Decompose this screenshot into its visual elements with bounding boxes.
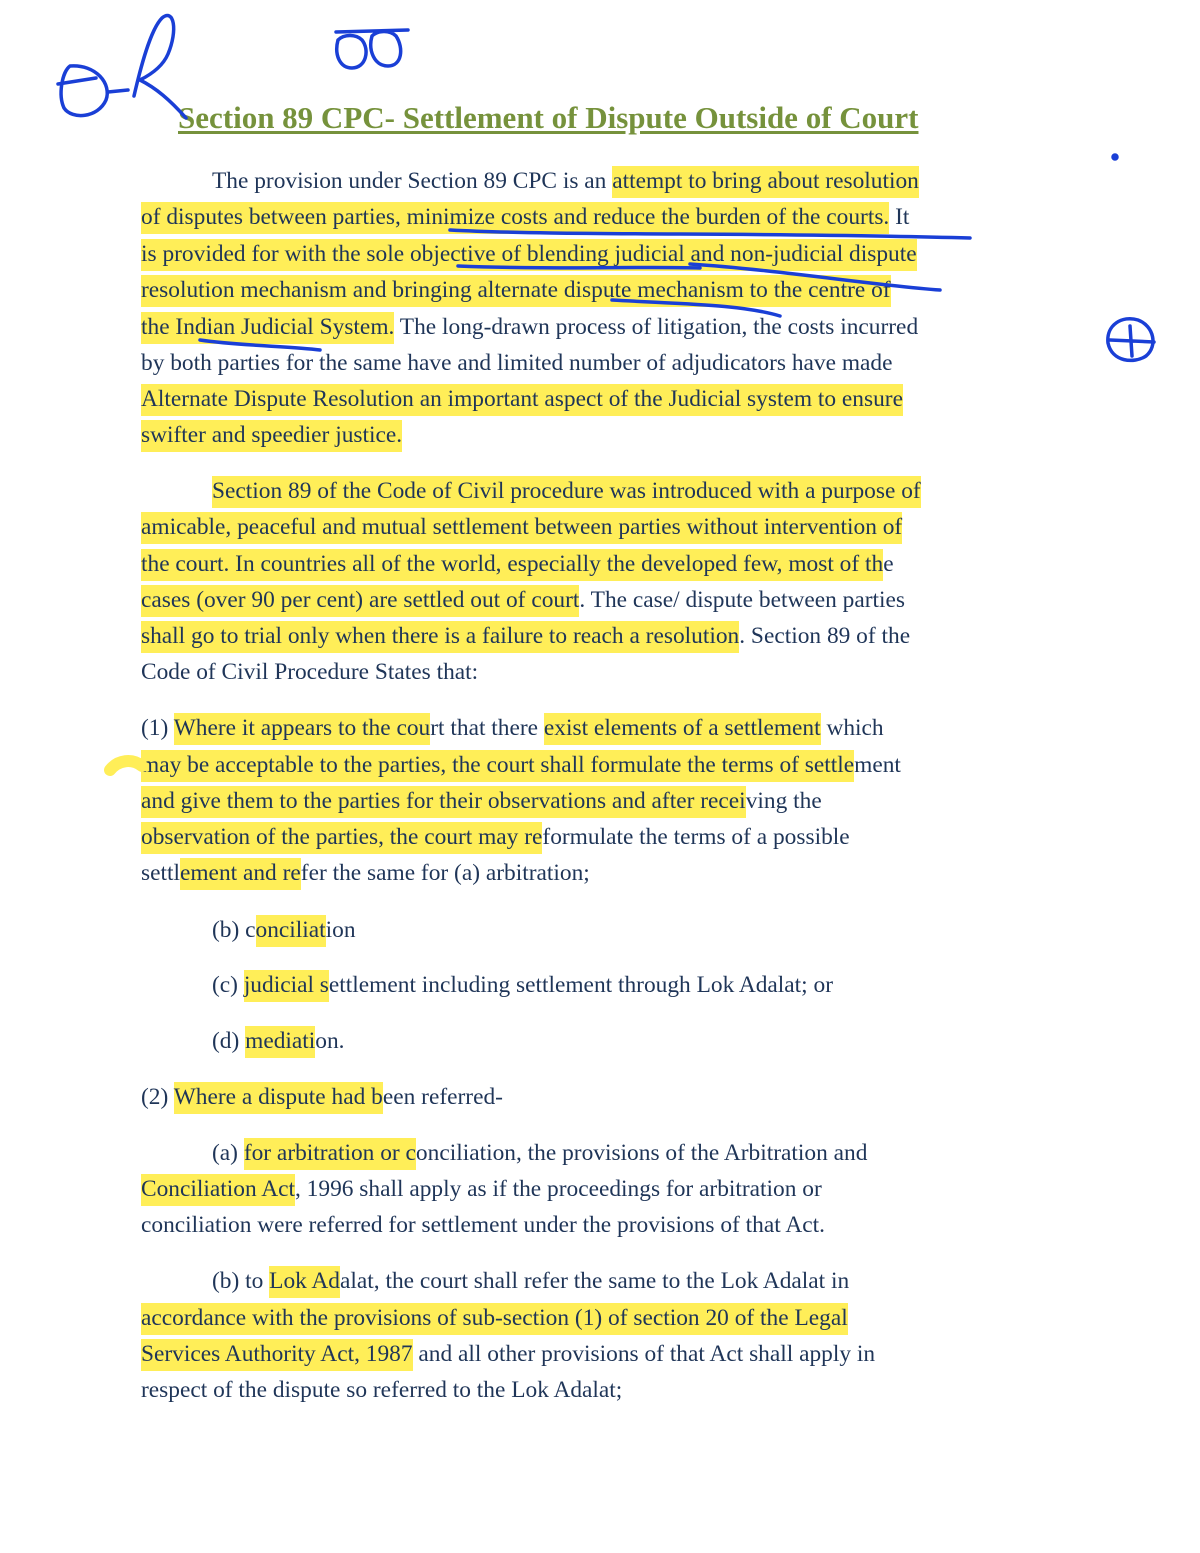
- text-line: of disputes between parties, minimize costs and reduce the burden of the courts. It: [141, 199, 909, 235]
- ink-circle-symbol: [1108, 319, 1154, 361]
- text-line: respect of the dispute so referred to the Lok Adalat;: [141, 1377, 623, 1403]
- text-line: and give them to the parties for their observations and after receiving the: [141, 783, 822, 819]
- text-line: is provided for with the sole objective of blending judicial and non-judicial dispute: [141, 236, 917, 272]
- text-line: (a) for arbitration or conciliation, the provisions of the Arbitration and: [212, 1135, 867, 1171]
- highlight-smudge: [110, 761, 142, 770]
- ink-dot: [1113, 155, 1117, 159]
- text-line: (d) mediation.: [212, 1023, 345, 1059]
- text-line: amicable, peaceful and mutual settlement between parties without intervention of: [141, 509, 902, 545]
- text-line: Code of Civil Procedure States that:: [141, 659, 479, 685]
- ink-scribble-dash: [108, 90, 128, 92]
- text-line: Alternate Dispute Resolution an important aspect of the Judicial system to ensure: [141, 381, 903, 417]
- text-line: (b) conciliation: [212, 912, 356, 948]
- text-line: the court. In countries all of the world, especially the developed few, most of the: [141, 546, 894, 582]
- text-line: (1) Where it appears to the court that there exist elements of a settlement which: [141, 710, 884, 746]
- text-line: shall go to trial only when there is a failure to reach a resolution. Section 89 of the: [141, 618, 910, 654]
- text-line: Conciliation Act, 1996 shall apply as if the proceedings for arbitration or: [141, 1171, 822, 1207]
- page-title: Section 89 CPC- Settlement of Dispute Outside of Court: [178, 100, 919, 135]
- text-line: swifter and speedier justice.: [141, 417, 402, 453]
- text-line: may be acceptable to the parties, the court shall formulate the terms of settlement: [141, 747, 901, 783]
- text-line: (c) judicial settlement including settlement through Lok Adalat; or: [212, 967, 833, 1003]
- text-line: The provision under Section 89 CPC is an attempt to bring about resolution: [212, 163, 919, 199]
- text-line: observation of the parties, the court may reformulate the terms of a possible: [141, 819, 850, 855]
- text-line: settlement and refer the same for (a) arbitration;: [141, 855, 590, 891]
- ink-scribble-oo: [336, 30, 408, 68]
- text-line: conciliation were referred for settlement under the provisions of that Act.: [141, 1212, 825, 1238]
- ink-scribble-d: [58, 66, 107, 116]
- text-line: cases (over 90 per cent) are settled out of court. The case/ dispute between parties: [141, 582, 905, 618]
- text-line: Section 89 of the Code of Civil procedure was introduced with a purpose of: [212, 473, 921, 509]
- text-line: resolution mechanism and bringing alternate dispute mechanism to the centre of: [141, 272, 891, 308]
- text-line: (b) to Lok Adalat, the court shall refer the same to the Lok Adalat in: [212, 1263, 849, 1299]
- text-line: by both parties for the same have and limited number of adjudicators have made: [141, 350, 893, 376]
- text-line: accordance with the provisions of sub-section (1) of section 20 of the Legal: [141, 1300, 848, 1336]
- text-line: Services Authority Act, 1987 and all other provisions of that Act shall apply in: [141, 1336, 875, 1372]
- text-line: the Indian Judicial System. The long-drawn process of litigation, the costs incurred: [141, 309, 918, 345]
- text-line: (2) Where a dispute had been referred-: [141, 1079, 503, 1115]
